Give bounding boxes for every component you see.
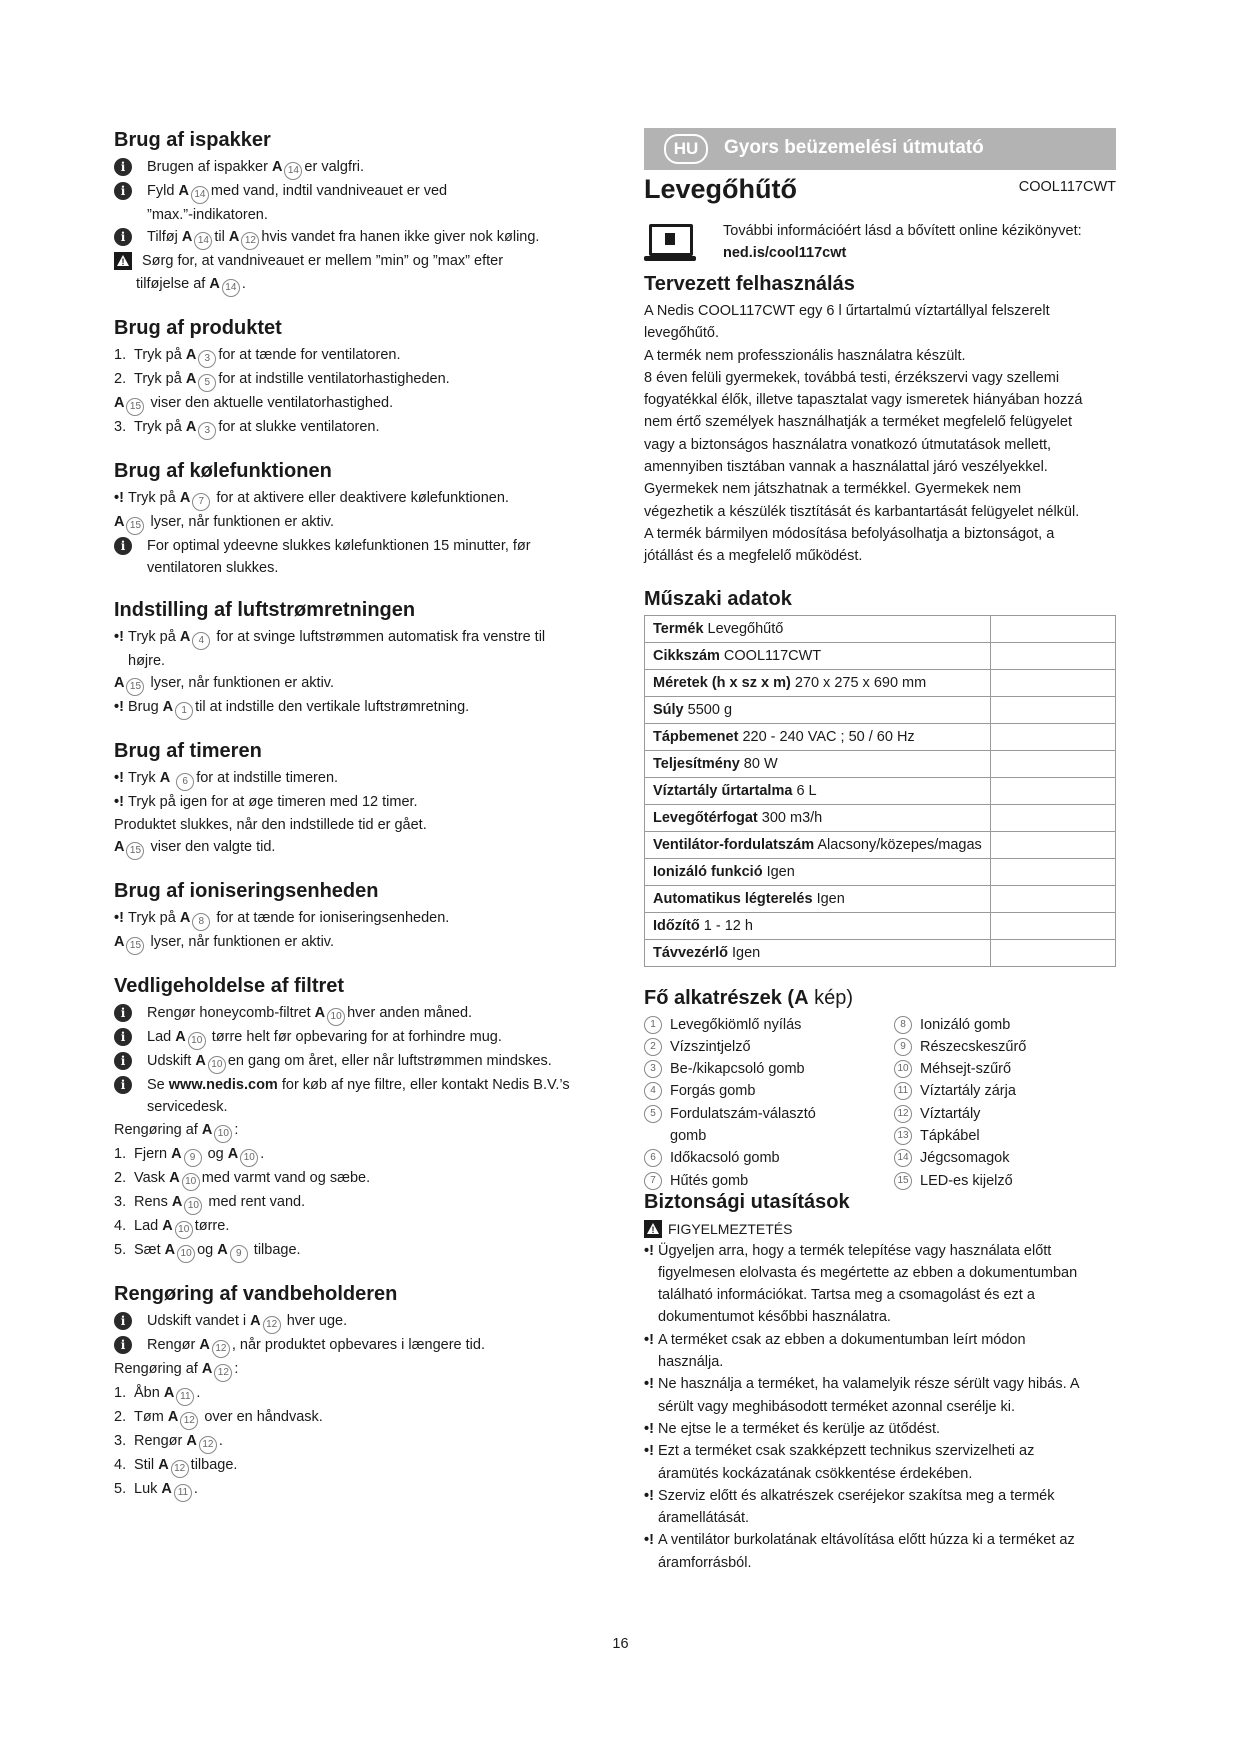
step-line: 3. Rens A 10 med rent vand. [114, 1191, 594, 1215]
step-line: 2. Vask A 10 med varmt vand og sæbe. [114, 1167, 594, 1191]
bullet-text: áramforrásból. [658, 1554, 752, 1571]
part-label: Hűtés gomb [670, 1172, 749, 1189]
bullet-text: A ventilátor burkolatának eltávolítása előtt húzza ki a terméket az [658, 1532, 1075, 1549]
spec-empty-cell [990, 831, 1115, 858]
part-item [894, 1014, 1144, 1036]
info-line: i Lad A 10 tørre helt før opbevaring for at forhindre mug. [114, 1026, 594, 1050]
part-number: 11 [894, 1082, 912, 1100]
part-item [644, 1170, 894, 1192]
step-line: 4. Lad A 10 tørre. [114, 1215, 594, 1239]
part-label: Jégcsomagok [920, 1150, 1010, 1167]
spec-row [645, 831, 1116, 858]
step-line: 5. Sæt A 10 og A 9 tilbage. [114, 1239, 594, 1263]
part-label: Levegőkiömlő nyílás [670, 1016, 802, 1033]
left-column [114, 128, 594, 1521]
info-line: i Rengør honeycomb-filtret A 10 hver anden måned. [114, 1002, 594, 1026]
spec-key: Víztartály űrtartalma [653, 782, 793, 799]
info-line: i Se www.nedis.com for køb af nye filtre, eller kontakt Nedis B.V.’s [114, 1074, 594, 1096]
bullet-line [644, 1373, 1124, 1395]
bullet-line [644, 1262, 1124, 1284]
section-title: Tervezett felhasználás [644, 273, 855, 295]
part-number: 2 [644, 1038, 662, 1056]
product-heading [644, 174, 1124, 208]
spec-key: Levegőtérfogat [653, 809, 758, 826]
spec-empty-cell [990, 696, 1115, 723]
language-header [644, 128, 1116, 170]
part-label: LED-es kijelző [920, 1172, 1013, 1189]
manual-note [644, 220, 1124, 272]
text-line: amennyiben tisztában vannak a használattal járó veszélyekkel. [644, 459, 1048, 476]
spec-row [645, 696, 1116, 723]
manual-text: További információért lásd a bővített online kézikönyvet: [723, 223, 1082, 239]
info-icon: i [114, 158, 132, 176]
spec-key-cell [645, 939, 991, 966]
bullet-line [644, 1463, 1124, 1485]
header-title: Gyors beüzemelési útmutató [724, 137, 984, 158]
part-label: Víztartály zárja [920, 1083, 1016, 1100]
part-label: Vízszintjelző [670, 1038, 751, 1055]
spec-empty-cell [990, 912, 1115, 939]
section-title: Brug af ioniseringsenheden [114, 880, 379, 903]
part-item [644, 1014, 894, 1036]
spec-value: Igen [812, 890, 845, 907]
spec-row [645, 912, 1116, 939]
spec-key-cell [645, 642, 991, 669]
spec-key-cell [645, 777, 991, 804]
info-line: i Tilføj A 14 til A 12 hvis vandet fra hanen ikke giver nok køling. [114, 226, 594, 250]
spec-row [645, 939, 1116, 966]
parts-list [644, 1014, 1124, 1189]
spec-value: 1 - 12 h [699, 917, 753, 934]
language-badge: HU [664, 134, 708, 164]
spec-key-cell [645, 669, 991, 696]
text-line: A termék bármilyen módosítása befolyásolhatja a biztonságot, a [644, 525, 1055, 542]
text-line: A 15 lyser, når funktionen er aktiv. [114, 511, 594, 535]
bullet-text: dokumentumot későbbi használatra. [658, 1309, 891, 1326]
part-item [644, 1036, 894, 1058]
text-line: nem értő személyek használhatják a terméket megfelelő felügyelet [644, 414, 1072, 431]
right-column [644, 128, 1124, 1593]
spec-row [645, 885, 1116, 912]
spec-row [645, 615, 1116, 642]
bullet-line [644, 1507, 1124, 1529]
spec-key-cell [645, 831, 991, 858]
bullet-line [644, 1240, 1124, 1262]
part-label: Időkacsoló gomb [670, 1150, 780, 1167]
laptop-icon [644, 224, 696, 264]
info-line: i Udskift A 10 en gang om året, eller når luftstrømmen mindskes. [114, 1050, 594, 1074]
step-line: 2. Tøm A 12 over en håndvask. [114, 1406, 594, 1430]
info-line: i For optimal ydeevne slukkes kølefunktionen 15 minutter, før [114, 535, 594, 557]
part-number: 15 [894, 1172, 912, 1190]
section-intended-use [644, 272, 1124, 568]
spec-value: 5500 g [683, 701, 733, 718]
part-number: 14 [894, 1149, 912, 1167]
section-kolefunktionen [114, 459, 594, 580]
info-line: i Udskift vandet i A 12 hver uge. [114, 1310, 594, 1334]
section-title: Fő alkatrészek (A kép) [644, 986, 853, 1009]
spec-value: COOL117CWT [719, 647, 822, 664]
spec-key: Ionizáló funkció [653, 863, 763, 880]
bullet-text: figyelmesen elolvasta és megértette az ebben a dokumentumban [658, 1264, 1078, 1281]
page-number: 16 [612, 1636, 629, 1652]
spec-empty-cell [990, 642, 1115, 669]
text-line: Rengøring af A 12 : [114, 1358, 594, 1382]
spec-key: Súly [653, 701, 684, 718]
section-filtret [114, 974, 594, 1263]
bullet-text: Ne ejtse le a terméket és kerülje az ütődést. [658, 1420, 941, 1437]
part-number: 5 [644, 1105, 662, 1123]
part-label: Részecskeszűrő [920, 1038, 1027, 1055]
part-label: Tápkábel [920, 1128, 980, 1145]
text-line: højre. [128, 653, 166, 670]
spec-key: Cikkszám [653, 647, 720, 664]
bullet-text: sérült vagy meghibásodott terméket azonnal cserélje ki. [658, 1398, 1016, 1415]
spec-empty-cell [990, 669, 1115, 696]
bullet-line: •! Brug A 1 til at indstille den vertikale luftstrømretning. [114, 696, 594, 720]
part-number: 13 [894, 1127, 912, 1145]
spec-empty-cell [990, 723, 1115, 750]
info-icon: i [114, 1028, 132, 1046]
part-label: Ionizáló gomb [920, 1016, 1011, 1033]
part-item [644, 1058, 894, 1080]
part-item [894, 1036, 1144, 1058]
text-line: Rengøring af A 10 : [114, 1119, 594, 1143]
bullet-text: Ne használja a terméket, ha valamelyik része sérült vagy hibás. A [658, 1376, 1080, 1393]
section-parts [644, 986, 1124, 1189]
section-ispakker [114, 128, 594, 297]
part-number: 3 [644, 1060, 662, 1078]
part-item [894, 1058, 1144, 1080]
text-line: A termék nem professzionális használatra készült. [644, 347, 966, 364]
text-line: ”max.”-indikatoren. [147, 207, 268, 223]
section-title: Brug af ispakker [114, 129, 271, 151]
spec-key-cell [645, 750, 991, 777]
spec-empty-cell [990, 939, 1115, 966]
part-item [894, 1080, 1144, 1102]
spec-key-cell [645, 615, 991, 642]
bullet-mark: •! [644, 1242, 654, 1259]
section-title: Rengøring af vandbeholderen [114, 1282, 398, 1305]
spec-row [645, 669, 1116, 696]
spec-key: Tápbemenet [653, 728, 739, 745]
step-line: 4. Stil A 12 tilbage. [114, 1454, 594, 1478]
bullet-text: használja. [658, 1354, 724, 1371]
part-number: 12 [894, 1105, 912, 1123]
step-line: 1. Tryk på A 3 for at tænde for ventilatoren. [114, 344, 594, 368]
spec-key: Termék [653, 620, 704, 637]
spec-key: Időzítő [653, 917, 700, 934]
text-line: Produktet slukkes, når den indstillede tid er gået. [114, 816, 427, 833]
bullet-line [644, 1396, 1124, 1418]
part-item [644, 1080, 894, 1102]
part-number: 10 [894, 1060, 912, 1078]
spec-empty-cell [990, 750, 1115, 777]
part-label: Víztartály [920, 1105, 981, 1122]
warning-icon [644, 1220, 662, 1238]
bullet-text: található információkat. Tartsa meg a csomagolást és ezt a [658, 1287, 1035, 1304]
part-label: Forgás gomb [670, 1083, 756, 1100]
spec-row [645, 804, 1116, 831]
spec-row [645, 750, 1116, 777]
text-line: A 15 viser den aktuelle ventilatorhastighed. [114, 392, 594, 416]
info-line: i Brugen af ispakker A 14 er valgfri. [114, 156, 594, 180]
part-number: 8 [894, 1016, 912, 1034]
part-label: gomb [670, 1128, 707, 1145]
bullet-line [644, 1485, 1124, 1507]
bullet-mark: •! [644, 1331, 654, 1348]
section-title: Indstilling af luftstrømretningen [114, 599, 416, 622]
bullet-line [644, 1418, 1124, 1440]
text-line: 8 éven felüli gyermekek, továbbá testi, érzékszervi vagy szellemi [644, 369, 1060, 386]
bullet-line [644, 1284, 1124, 1306]
spec-value: Igen [727, 944, 761, 961]
spec-key: Teljesítmény [653, 755, 740, 772]
bullet-line [644, 1552, 1124, 1574]
section-title: Műszaki adatok [644, 587, 792, 610]
spec-empty-cell [990, 615, 1115, 642]
text-line: A 15 lyser, når funktionen er aktiv. [114, 931, 594, 955]
section-title: Brug af timeren [114, 740, 262, 763]
spec-key: Automatikus légterelés [653, 890, 813, 907]
section-safety [644, 1190, 1124, 1574]
info-icon: i [114, 1004, 132, 1022]
bullet-line [644, 1440, 1124, 1462]
spec-empty-cell [990, 858, 1115, 885]
section-specs [644, 587, 1124, 967]
bullet-line: •! Tryk på igen for at øge timeren med 12 timer. [114, 794, 418, 811]
section-title: Brug af kølefunktionen [114, 459, 332, 482]
bullet-mark: •! [644, 1443, 654, 1460]
spec-key: Méretek (h x sz x m) [653, 674, 791, 691]
part-number: 4 [644, 1082, 662, 1100]
text-line: A 15 lyser, når funktionen er aktiv. [114, 672, 594, 696]
spec-value: 270 x 275 x 690 mm [790, 674, 927, 691]
part-item [644, 1125, 894, 1147]
text-line: ventilatoren slukkes. [147, 559, 279, 576]
bullet-mark: •! [644, 1532, 654, 1549]
product-code: COOL117CWT [1018, 179, 1116, 195]
bullet-mark: •! [644, 1420, 654, 1437]
bullet-line [644, 1529, 1124, 1551]
bullet-mark: •! [644, 1376, 654, 1393]
spec-empty-cell [990, 777, 1115, 804]
part-item [644, 1147, 894, 1169]
step-line: 2. Tryk på A 5 for at indstille ventilatorhastigheden. [114, 368, 594, 392]
part-item [894, 1170, 1144, 1192]
part-number: 1 [644, 1016, 662, 1034]
spec-value: Igen [762, 863, 795, 880]
bullet-text: A terméket csak az ebben a dokumentumban leírt módon [658, 1331, 1026, 1348]
info-icon: i [114, 228, 132, 246]
bullet-line [644, 1329, 1124, 1351]
spec-row [645, 858, 1116, 885]
step-line: 1. Åbn A 11 . [114, 1382, 594, 1406]
spec-empty-cell [990, 804, 1115, 831]
warning-icon [114, 252, 132, 270]
spec-key-cell [645, 804, 991, 831]
part-number: 9 [894, 1038, 912, 1056]
spec-value: 300 m3/h [757, 809, 823, 826]
bullet-text: Ügyeljen arra, hogy a termék telepítése vagy használata előtt [658, 1242, 1052, 1259]
spec-value: Levegőhűtő [703, 620, 784, 637]
step-line: 3. Tryk på A 3 for at slukke ventilatoren. [114, 416, 594, 440]
bullet-line: •! Tryk på A 8 for at tænde for ioniseringsenheden. [114, 907, 594, 931]
info-line: i Rengør A 12 , når produktet opbevares i længere tid. [114, 1334, 594, 1358]
text-line: A 15 viser den valgte tid. [114, 836, 594, 860]
spec-value: 220 - 240 VAC ; 50 / 60 Hz [738, 728, 915, 745]
bullet-line [644, 1306, 1124, 1328]
section-title: Vedligeholdelse af filtret [114, 975, 345, 998]
product-name: Levegőhűtő [644, 174, 797, 204]
text-line: levegőhűtő. [644, 325, 719, 342]
spec-value: Alacsony/közepes/magas [814, 836, 982, 853]
bullet-line [644, 1351, 1124, 1373]
spec-key: Távvezérlő [653, 944, 728, 961]
manual-link[interactable]: ned.is/cool117cwt [723, 245, 847, 262]
part-number: 7 [644, 1172, 662, 1190]
bullet-text: Ezt a terméket csak szakképzett technikus szervizelheti az [658, 1443, 1035, 1460]
section-ionisering [114, 879, 594, 955]
spec-key-cell [645, 696, 991, 723]
part-item [894, 1103, 1144, 1125]
part-label: Fordulatszám-választó [670, 1105, 816, 1122]
spec-row [645, 777, 1116, 804]
section-title: Biztonsági utasítások [644, 1190, 850, 1213]
spec-row [645, 723, 1116, 750]
section-produktet [114, 316, 594, 440]
part-label: Méhsejt-szűrő [920, 1061, 1012, 1078]
step-line: 1. Fjern A 9 og A 10 . [114, 1143, 594, 1167]
section-vandbeholderen [114, 1282, 594, 1502]
info-icon: i [114, 182, 132, 200]
text-line: végezhetik a készülék tisztítását és karbantartását felügyelet nélkül. [644, 503, 1080, 520]
part-item [644, 1103, 894, 1125]
spec-key-cell [645, 912, 991, 939]
part-number: 6 [644, 1149, 662, 1167]
section-timeren [114, 739, 594, 860]
text-line: jótállást és a megfelelő működést. [644, 548, 863, 565]
part-item [894, 1147, 1144, 1169]
part-label: Be-/kikapcsoló gomb [670, 1061, 805, 1078]
spec-key-cell [645, 723, 991, 750]
text-line: fogyatékkal élők, illetve tapasztalat vagy ismeretek hiányában hozzá [644, 392, 1083, 409]
text-line: tilføjelse af A 14 . [114, 273, 594, 297]
spec-key-cell [645, 858, 991, 885]
spec-row [645, 642, 1116, 669]
text-line: Gyermekek nem játszhatnak a termékkel. Gyermekek nem [644, 481, 1022, 498]
spec-table [644, 615, 1116, 967]
spec-empty-cell [990, 885, 1115, 912]
spec-value: 6 L [792, 782, 817, 799]
section-luftstrom [114, 598, 594, 720]
bullet-text: áramütés kockázatának csökkentése érdekében. [658, 1465, 973, 1482]
step-line: 3. Rengør A 12 . [114, 1430, 594, 1454]
spec-key: Ventilátor-fordulatszám [653, 836, 815, 853]
spec-key-cell [645, 885, 991, 912]
text-line: A Nedis COOL117CWT egy 6 l űrtartalmú víztartállyal felszerelt [644, 303, 1050, 319]
bullet-text: Szerviz előtt és alkatrészek cseréjekor szakítsa meg a termék [658, 1487, 1055, 1504]
section-title: Brug af produktet [114, 316, 282, 339]
step-line: 5. Luk A 11 . [114, 1478, 594, 1502]
info-icon: i [114, 1052, 132, 1070]
part-item [894, 1125, 1144, 1147]
bullet-text: áramellátását. [658, 1510, 750, 1527]
info-icon: i [114, 537, 132, 555]
bullet-mark: •! [644, 1487, 654, 1504]
bullet-line: •! Tryk på A 4 for at svinge luftstrømmen automatisk fra venstre til [114, 626, 594, 650]
info-icon: i [114, 1076, 132, 1094]
spec-value: 80 W [739, 755, 778, 772]
bullet-line: •! Tryk på A 7 for at aktivere eller deaktivere kølefunktionen. [114, 487, 594, 511]
text-line: vagy a biztonságos használatra vonatkozó útmutatások mellett, [644, 436, 1052, 453]
text-line: servicedesk. [147, 1099, 228, 1116]
info-icon: i [114, 1312, 132, 1330]
bullet-line: •! Tryk A 6 for at indstille timeren. [114, 767, 594, 791]
info-line: i Fyld A 14 med vand, indtil vandniveauet er ved [114, 180, 594, 204]
info-icon: i [114, 1336, 132, 1354]
warning-line: ! Sørg for, at vandniveauet er mellem ”min” og ”max” efter [114, 250, 594, 272]
warning-heading: ! FIGYELMEZTETÉS [644, 1218, 1124, 1240]
